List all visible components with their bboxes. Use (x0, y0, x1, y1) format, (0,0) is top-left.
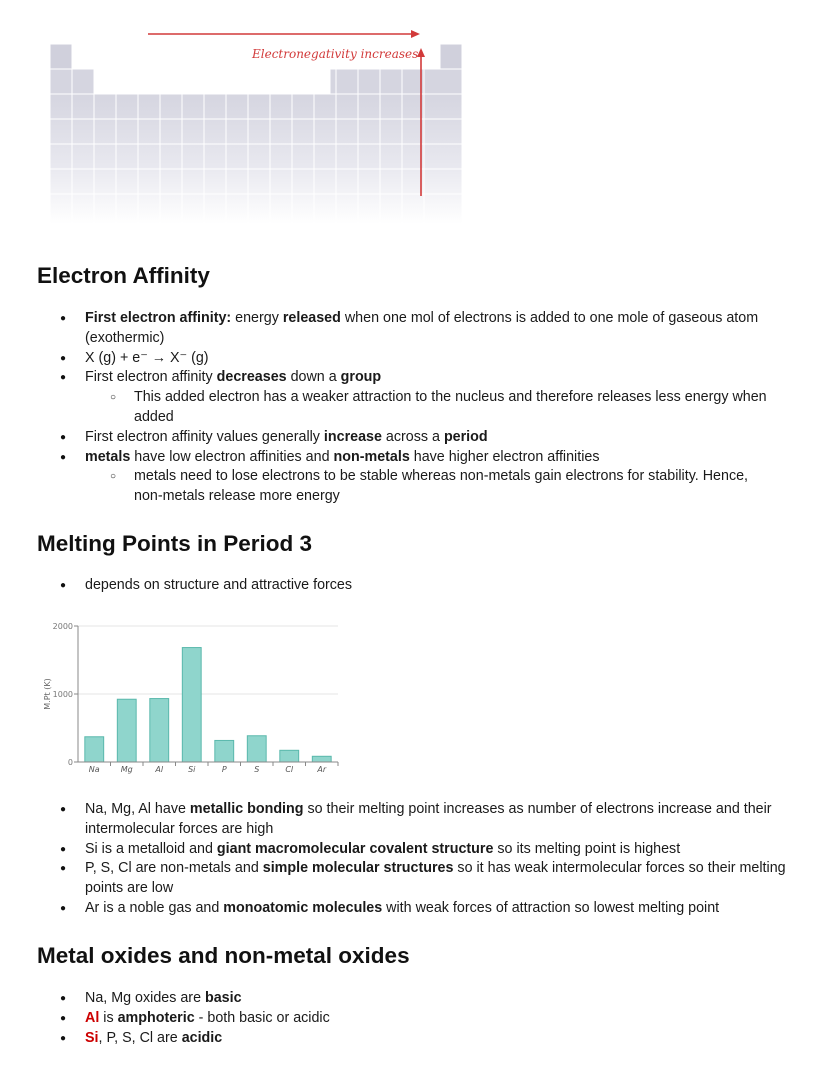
x-tick-label: Si (188, 765, 196, 774)
y-axis-label: M.Pt (K) (43, 678, 52, 710)
x-tick-label: Ar (317, 765, 327, 774)
list-item: ● Ar is a noble gas and monoatomic molecules with weak forces of attraction so lowest melting point (0, 899, 790, 919)
x-tick-label: Mg (120, 765, 133, 774)
bar-p (215, 740, 234, 762)
list-item: ● Al is amphoteric - both basic or acidic (0, 1009, 790, 1029)
oxides-list (0, 989, 790, 1048)
bar-mg (117, 699, 136, 762)
electron-affinity-heading: Electron Affinity (37, 263, 210, 288)
arrow-label: Electronegativity increases (252, 47, 419, 61)
list-item: ● Na, Mg oxides are basic (0, 989, 790, 1009)
list-item: ● metals have low electron affinities and non-metals have higher electron affinities (0, 448, 790, 468)
x-tick-label: S (254, 765, 260, 774)
bar-na (85, 737, 104, 762)
melting-intro-list (0, 576, 790, 596)
periodic-table-grid (50, 44, 462, 224)
periodic-table-figure (40, 26, 470, 226)
bar-si (182, 648, 201, 762)
horizontal-arrow-head (411, 30, 420, 38)
bar-s (247, 736, 266, 762)
list-item: ● First electron affinity values generally increase across a period (0, 428, 790, 448)
y-tick-label: 1000 (52, 690, 73, 699)
x-tick-label: Cl (285, 765, 294, 774)
bar-ar (312, 756, 331, 762)
bar-cl (280, 750, 299, 762)
bar-al (150, 699, 169, 762)
melting-point-chart (40, 614, 350, 779)
list-item: ● depends on structure and attractive forces (0, 576, 790, 596)
list-item: ● Na, Mg, Al have metallic bonding so their melting point increases as number of electrons increase and their intermolecular forces are high (0, 800, 790, 840)
sub-list-item: ○ This added electron has a weaker attraction to the nucleus and therefore releases less energy when added (0, 388, 774, 428)
list-item: ● Si is a metalloid and giant macromolecular covalent structure so its melting point is highest (0, 840, 790, 860)
y-tick-label: 2000 (52, 622, 73, 631)
melting-explanation-list (0, 800, 790, 919)
oxides-heading: Metal oxides and non-metal oxides (37, 943, 410, 968)
list-item: ● First electron affinity: energy released when one mol of electrons is added to one mole of gaseous atom (exothermic) (0, 309, 790, 349)
list-item: ● P, S, Cl are non-metals and simple molecular structures so it has weak intermolecular forces so their melting points are low (0, 859, 790, 899)
x-tick-label: P (221, 765, 227, 774)
electron-affinity-list (0, 309, 790, 507)
melting-points-heading: Melting Points in Period 3 (37, 531, 313, 556)
x-tick-label: Na (88, 765, 100, 774)
list-item: ● Si, P, S, Cl are acidic (0, 1029, 790, 1049)
list-item: ● First electron affinity decreases down a group (0, 368, 790, 388)
y-tick-label: 0 (67, 758, 73, 767)
list-item: ● X (g) + e⁻ → X⁻ (g) (0, 349, 790, 369)
sub-list-item: ○ metals need to lose electrons to be stable whereas non-metals gain electrons for stability. Hence, non-metals release more energy (0, 467, 774, 507)
x-tick-label: Al (155, 765, 164, 774)
